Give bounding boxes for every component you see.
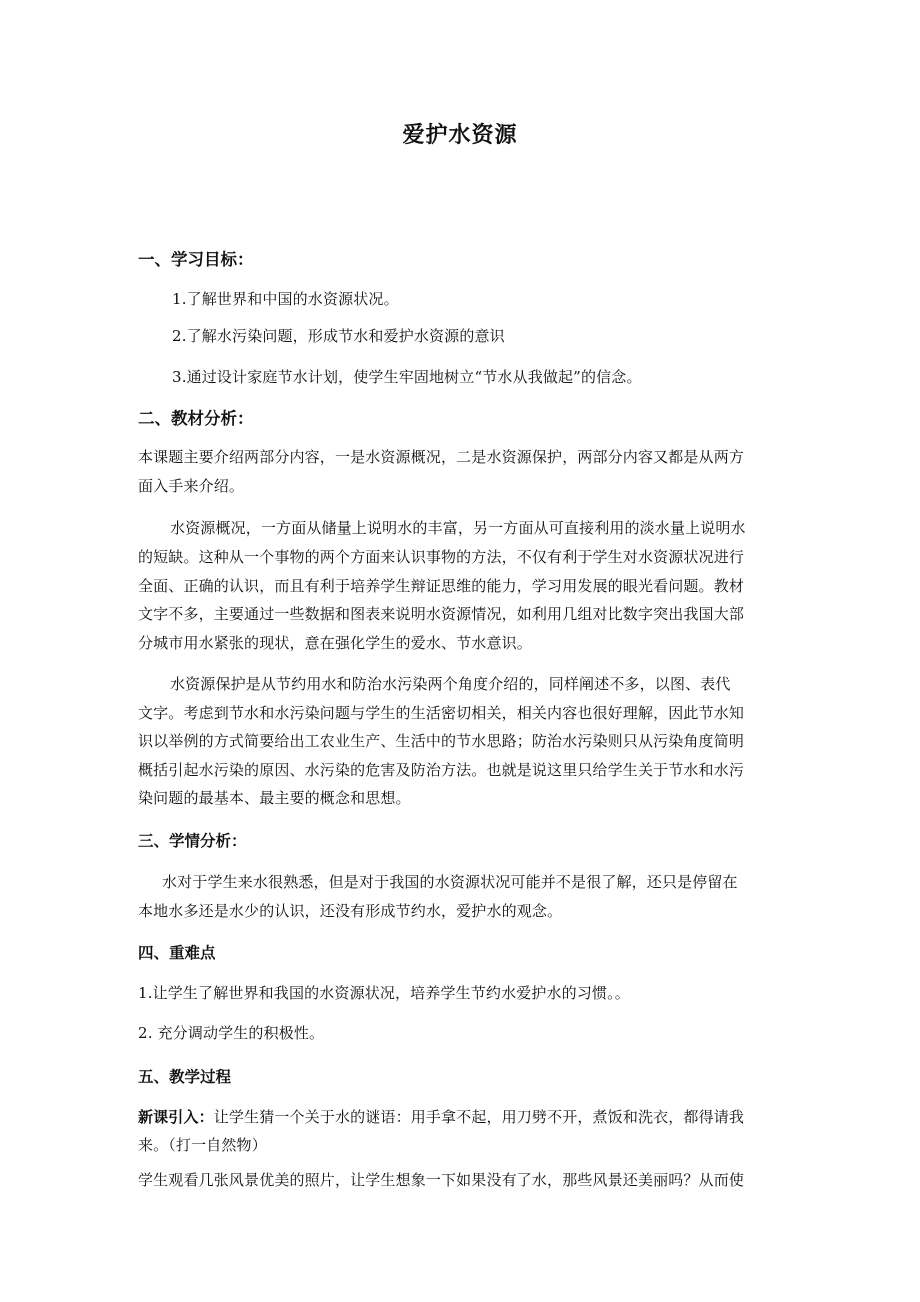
paragraph-line: 水资源保护是从节约用水和防治水污染两个角度介绍的，同样阐述不多，以图、表代 — [170, 675, 731, 693]
paragraph-line: 全面、正确的认识，而且有利于培养学生辩证思维的能力，学习用发展的眼光看问题。教材 — [138, 577, 745, 595]
keypoint-item: 2. 充分调动学生的积极性。 — [138, 1024, 325, 1042]
intro-label: 新课引入： — [138, 1108, 214, 1126]
intro-text: 让学生猜一个关于水的谜语：用手拿不起，用刀劈不开，煮饭和洗衣，都得请我 — [213, 1108, 745, 1126]
keypoint-item: 1.让学生了解世界和我国的水资源状况，培养学生节约水爱护水的习惯。。 — [138, 984, 630, 1002]
paragraph-line: 本地水多还是水少的认识，还没有形成节约水，爱护水的观念。 — [138, 902, 563, 920]
paragraph-line: 文字。考虑到节水和水污染问题与学生的生活密切相关，相关内容也很好理解，因此节水知 — [138, 704, 745, 722]
objective-item: 3.通过设计家庭节水计划，使学生牢固地树立“节水从我做起”的信念。 — [172, 368, 642, 386]
paragraph-line: 水对于学生来水很熟悉，但是对于我国的水资源状况可能并不是很了解，还只是停留在 — [162, 873, 738, 891]
objective-item: 1.了解世界和中国的水资源状况。 — [172, 290, 399, 308]
paragraph-line: 面入手来介绍。 — [138, 477, 245, 495]
section-heading-analysis: 二、教材分析： — [138, 409, 254, 428]
paragraph-line: 分城市用水紧张的现状，意在强化学生的爱水、节水意识。 — [138, 634, 532, 652]
paragraph-line: 的短缺。这种从一个事物的两个方面来认识事物的方法，不仅有利于学生对水资源状况进行 — [138, 548, 745, 566]
section-heading-keypoints: 四、重难点 — [138, 944, 216, 962]
objective-item: 2.了解水污染问题，形成节水和爱护水资源的意识 — [172, 327, 505, 345]
intro-line — [138, 1106, 744, 1127]
section-heading-objectives: 一、学习目标： — [138, 250, 254, 269]
paragraph-line: 染问题的最基本、最主要的概念和思想。 — [138, 789, 411, 807]
document-title: 爱护水资源 — [402, 123, 518, 148]
paragraph-line: 水资源概况，一方面从储量上说明水的丰富，另一方面从可直接利用的淡水量上说明水 — [170, 519, 746, 537]
paragraph-line: 本课题主要介绍两部分内容，一是水资源概况，二是水资源保护，两部分内容又都是从两方 — [138, 448, 745, 466]
paragraph-line: 识以举例的方式简要给出工农业生产、生活中的节水思路；防治水污染则只从污染角度简明 — [138, 732, 745, 750]
paragraph-line: 概括引起水污染的原因、水污染的危害及防治方法。也就是说这里只给学生关于节水和水污 — [138, 761, 745, 779]
paragraph-line: 学生观看几张风景优美的照片，让学生想象一下如果没有了水，那些风景还美丽吗？从而使 — [138, 1171, 745, 1189]
section-heading-learners: 三、学情分析： — [138, 832, 247, 850]
paragraph-line: 来。（打一自然物） — [138, 1136, 267, 1154]
paragraph-line: 文字不多，主要通过一些数据和图表来说明水资源情况，如利用几组对比数字突出我国大部 — [138, 605, 745, 623]
section-heading-process: 五、教学过程 — [138, 1068, 232, 1086]
